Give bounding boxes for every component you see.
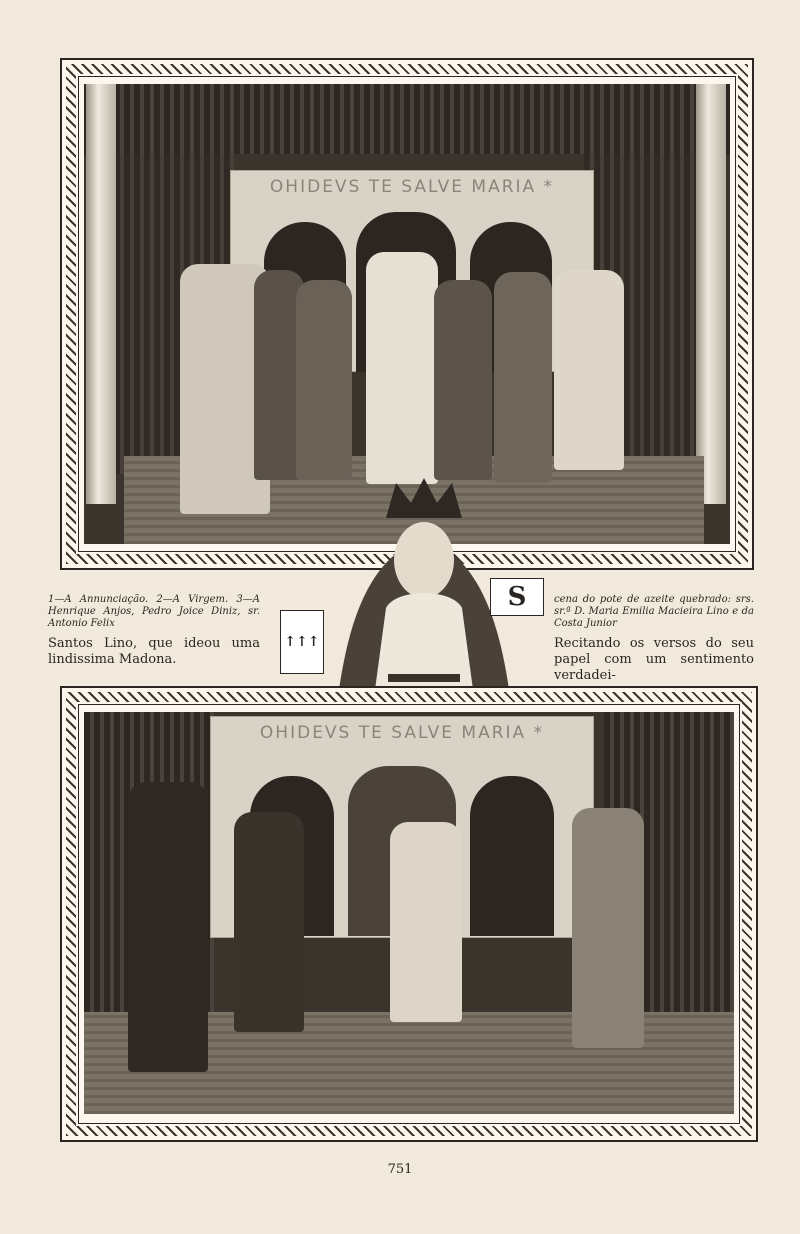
- hooded-figure-left: [128, 782, 208, 1072]
- top-left-pillar: [86, 84, 116, 504]
- body-text-left: Santos Lino, que ideou uma lindissima Madona.: [48, 636, 260, 667]
- figure-6: [494, 272, 552, 482]
- top-banner-text: OHIDEVS TE SALVE MARIA *: [269, 177, 555, 197]
- figure-3: [296, 280, 352, 480]
- bottom-stage-photo: [84, 712, 734, 1114]
- figure-5: [434, 280, 492, 480]
- hooded-figure-right: [572, 808, 644, 1048]
- caption-right: cena do pote de azeite quebrado: srs. sr.ª D. Maria Emilia Macieira Lino e da Costa Junior: [554, 594, 754, 629]
- body-text-right: Recitando os versos do seu papel com um sentimento verdadei-: [554, 636, 754, 683]
- bottom-banner-text: OHIDEVS TE SALVE MARIA *: [259, 723, 545, 743]
- maiden-figure: [390, 822, 462, 1022]
- page-number: 751: [387, 1162, 413, 1177]
- ornamental-arrows-icon: ↑↑↑: [280, 610, 324, 674]
- bottom-arch-right: [470, 776, 554, 936]
- top-stage-photo: [84, 84, 730, 544]
- virgin-figure: [366, 252, 438, 484]
- dropcap-s: S: [490, 578, 544, 616]
- angel-figure-right: [554, 270, 624, 470]
- pilgrim-figure: [234, 812, 304, 1032]
- caption-left: 1—A Annunciação. 2—A Virgem. 3—A Henrique Anjos, Pedro Joice Diniz, sr. Antonio Felix: [48, 594, 260, 629]
- top-right-pillar: [696, 84, 726, 504]
